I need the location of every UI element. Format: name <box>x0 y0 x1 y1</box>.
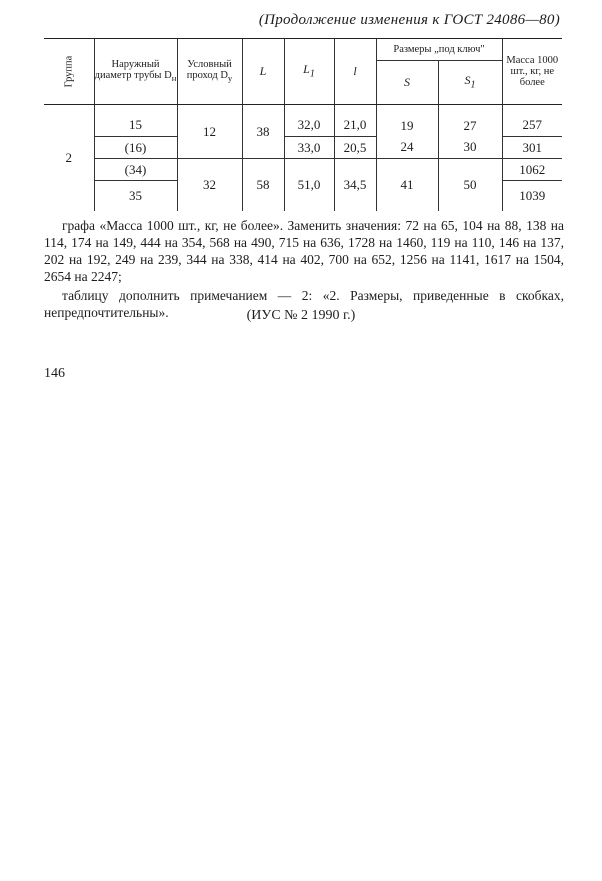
L1-header: $L_1$ <box>284 39 334 105</box>
table-cell: (34) <box>94 159 177 181</box>
group-cell: 2 <box>65 149 72 165</box>
source-reference: (ИУС № 2 1990 г.) <box>246 308 356 323</box>
table-cell: 12 <box>177 105 242 159</box>
outer-diameter-header: Наружный диаметр трубы $D_н$ <box>94 39 177 105</box>
table-cell: 27 <box>438 105 502 137</box>
table-cell: 24 <box>376 137 438 159</box>
S-header: S <box>376 61 438 105</box>
table-cell: 50 <box>438 159 502 211</box>
paragraph-mass-replacement: графа «Масса 1000 шт., кг, не более». Заменить значения: 72 на 65, 104 на 88, 138 на 114, 174 на 149, 444 на 354, 568 на 490, 715 на 636, 1728 на 1460, 119 на 110, 146 на 137, 202 на 192, 249 на 239, 344 на 338, 414 на 402, 700 на 652, 1256 на 1141, 1617 на 1504, 2654 на 2247; <box>44 218 564 284</box>
table-cell: 30 <box>438 137 502 159</box>
table-cell: 21,0 <box>334 105 376 137</box>
table-cell: 19 <box>376 105 438 137</box>
table-cell: (16) <box>94 137 177 159</box>
l-header: l <box>334 39 376 105</box>
table-cell: 33,0 <box>284 137 334 159</box>
group-header: Группа <box>44 39 94 105</box>
page-header: (Продолжение изменения к ГОСТ 24086—80) <box>258 12 560 28</box>
table-cell: 32,0 <box>284 105 334 137</box>
table-cell: 20,5 <box>334 137 376 159</box>
table-cell: 41 <box>376 159 438 211</box>
table-cell: 51,0 <box>284 159 334 211</box>
table-cell: 35 <box>94 181 177 211</box>
table-cell: 301 <box>502 137 562 159</box>
table-cell: 15 <box>94 105 177 137</box>
nominal-bore-header: Условный проход $D_у$ <box>177 39 242 105</box>
table-cell: 34,5 <box>334 159 376 211</box>
table-cell: 32 <box>177 159 242 211</box>
mass-header: Масса 1000 шт., кг, не более <box>502 39 562 105</box>
paragraph-note-addition: таблицу дополнить примечанием — 2: «2. Размеры, приведенные в скобках, непредпочтительны». <box>44 288 564 320</box>
dimensions-table <box>44 38 562 211</box>
wrench-sizes-header: Размеры „под ключ" <box>376 39 502 61</box>
S1-header: $S_1$ <box>438 61 502 105</box>
L-header: L <box>242 39 284 105</box>
table-cell: 38 <box>242 105 284 159</box>
table-cell: 58 <box>242 159 284 211</box>
table-cell: 257 <box>502 105 562 137</box>
table-cell: 1062 <box>502 159 562 181</box>
table-cell: 1039 <box>502 181 562 211</box>
page-number: 146 <box>44 366 65 381</box>
